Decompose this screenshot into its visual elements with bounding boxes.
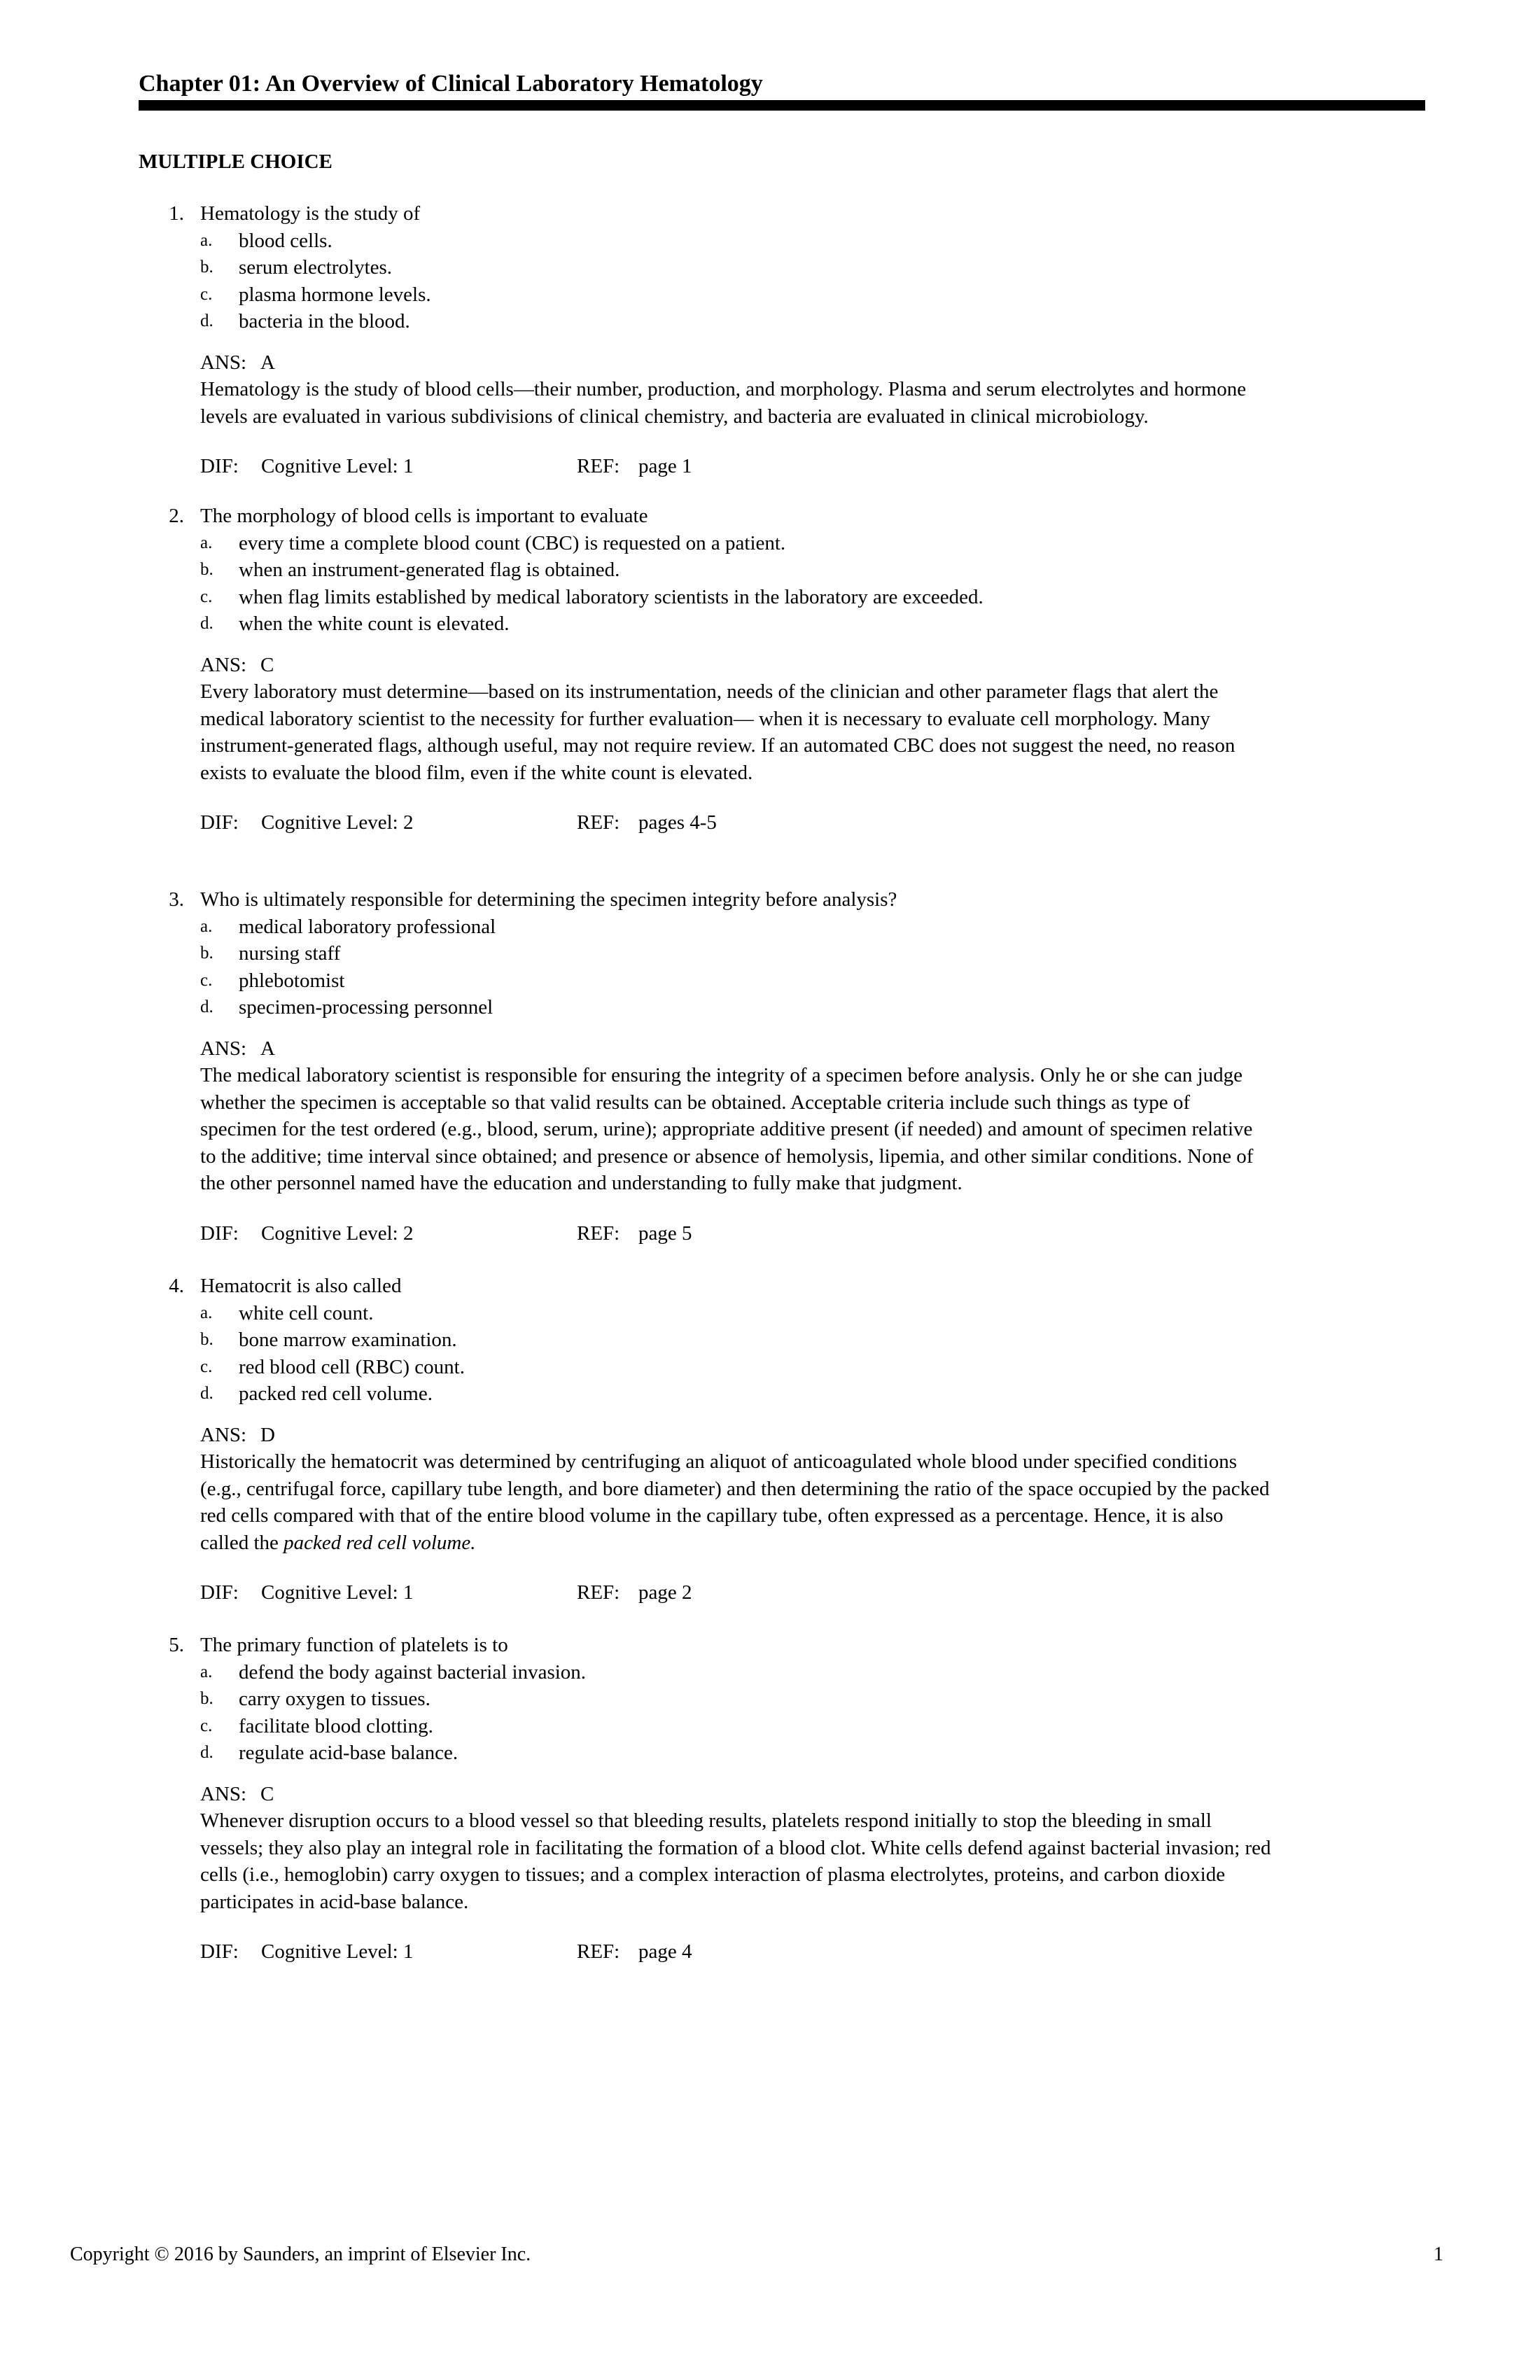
rationale-line: participates in acid-base balance. (200, 1890, 469, 1913)
answer-key (200, 349, 1540, 377)
answer-value: A (260, 351, 275, 374)
answer-option (0, 1326, 1540, 1354)
answer-option (0, 1713, 1540, 1740)
answer-label: ANS: (200, 653, 247, 676)
option-letter: a. (200, 1662, 213, 1681)
option-text: bacteria in the blood. (239, 310, 410, 332)
option-text: when the white count is elevated. (239, 612, 510, 635)
answer-key (200, 1781, 1540, 1808)
reference-label: REF: (577, 455, 620, 477)
footer-page-number: 1 (1434, 2244, 1443, 2265)
option-letter: d. (200, 1384, 214, 1403)
answer-value: C (260, 653, 274, 676)
option-text: white cell count. (239, 1301, 374, 1324)
answer-option (0, 1380, 1540, 1408)
rationale-line: the other personnel named have the education and understanding to fully make that judgment. (200, 1172, 962, 1194)
option-text: medical laboratory professional (239, 915, 496, 938)
answer-value: C (260, 1782, 274, 1805)
difficulty-value: Cognitive Level: 2 (261, 811, 414, 834)
question-number: 2. (169, 505, 184, 527)
rationale-line: to the additive; time interval since obtained; and presence or absence of hemolysis, lipemia, and other similar conditions. None of (200, 1144, 1254, 1168)
rationale-line: medical laboratory scientist to the necessity for further evaluation— when it is necessary to evaluate cell morphology. Many (200, 707, 1210, 730)
question-metadata (0, 1579, 1540, 1606)
answer-option (0, 1300, 1540, 1327)
option-text: specimen-processing personnel (239, 996, 493, 1018)
difficulty-value: Cognitive Level: 1 (261, 1940, 414, 1963)
option-text: when flag limits established by medical laboratory scientists in the laboratory are exceeded. (239, 585, 983, 608)
option-text: phlebotomist (239, 969, 345, 992)
question-stem: Who is ultimately responsible for determining the specimen integrity before analysis? (200, 888, 897, 911)
option-letter: c. (200, 1357, 213, 1376)
rationale (200, 1448, 1425, 1556)
option-text: regulate acid-base balance. (239, 1742, 458, 1764)
option-letter: d. (200, 312, 214, 330)
option-letter: c. (200, 1716, 213, 1735)
answer-label: ANS: (200, 1782, 247, 1805)
question-number: 4. (169, 1275, 184, 1297)
rationale-line: exists to evaluate the blood film, even if the white count is elevated. (200, 761, 753, 784)
rationale-line: whether the specimen is acceptable so that valid results can be obtained. Acceptable criteria include such things as type of (200, 1091, 1191, 1114)
option-letter: c. (200, 284, 213, 304)
answer-option (0, 1659, 1540, 1686)
answer-key (200, 1422, 1540, 1449)
rationale-line: Whenever disruption occurs to a blood vessel so that bleeding results, platelets respond initially to stop the bleeding in small (200, 1809, 1212, 1832)
option-text: every time a complete blood count (CBC) is requested on a patient. (239, 531, 786, 554)
option-text: defend the body against bacterial invasion. (239, 1660, 587, 1684)
difficulty-label: DIF: (200, 811, 239, 834)
rationale-line: instrument-generated flags, although useful, may not require review. If an automated CBC does not suggest the need, no reason (200, 734, 1236, 757)
answer-label: ANS: (200, 1037, 247, 1060)
option-text: carry oxygen to tissues. (239, 1688, 430, 1710)
difficulty-label: DIF: (200, 1222, 239, 1245)
option-text: bone marrow examination. (239, 1329, 457, 1351)
difficulty-label: DIF: (200, 1581, 239, 1604)
question-stem: Hematology is the study of (200, 202, 421, 225)
reference-value: pages 4-5 (638, 811, 717, 834)
rationale-line: (e.g., centrifugal force, capillary tube length, and bore diameter) and then determining the ratio of the space occupied by the packed (200, 1477, 1270, 1500)
reference-label: REF: (577, 1940, 620, 1963)
rationale-line: Hematology is the study of blood cells—their number, production, and morphology. Plasma and serum electrolytes and hormone (200, 378, 1247, 400)
question-number: 3. (169, 888, 184, 911)
rationale (200, 376, 1425, 430)
rationale-line: The medical laboratory scientist is responsible for ensuring the integrity of a specimen before analysis. Only he or she can judge (200, 1064, 1243, 1086)
footer-copyright: Copyright © 2016 by Saunders, an imprint of Elsevier Inc. (70, 2244, 531, 2265)
reference-value: page 1 (638, 455, 692, 477)
section-heading: MULTIPLE CHOICE (139, 150, 332, 173)
option-text: plasma hormone levels. (239, 283, 431, 306)
rationale-line: Every laboratory must determine—based on its instrumentation, needs of the clinician and other parameter flags that alert the (200, 680, 1219, 703)
answer-option (0, 254, 1540, 281)
question-metadata (0, 1220, 1540, 1247)
option-text: facilitate blood clotting. (239, 1714, 433, 1737)
question-metadata (0, 453, 1540, 480)
question-3 (0, 886, 1540, 1247)
option-text: blood cells. (239, 229, 332, 252)
question-metadata (0, 809, 1540, 836)
rationale (200, 1807, 1425, 1915)
question-number: 5. (169, 1634, 184, 1656)
answer-label: ANS: (200, 1423, 247, 1446)
question-stem: The morphology of blood cells is important to evaluate (200, 505, 648, 527)
question-metadata (0, 1938, 1540, 1966)
reference-value: page 2 (638, 1581, 692, 1604)
option-letter: d. (200, 614, 214, 633)
answer-option (0, 281, 1540, 309)
option-letter: b. (200, 560, 214, 579)
option-text: packed red cell volume. (239, 1382, 433, 1405)
answer-option (0, 967, 1540, 995)
option-letter: b. (200, 1689, 214, 1708)
difficulty-value: Cognitive Level: 1 (261, 1581, 414, 1604)
rationale-text: called the (200, 1531, 284, 1554)
rationale-line: specimen for the test ordered (e.g., blood, serum, urine); appropriate additive present (if needed) and amount of specimen relative (200, 1118, 1253, 1140)
answer-option (0, 1354, 1540, 1381)
question-4 (0, 1273, 1540, 1606)
difficulty-value: Cognitive Level: 2 (261, 1222, 414, 1245)
option-text: when an instrument-generated flag is obtained. (239, 559, 620, 581)
answer-option (0, 1686, 1540, 1713)
rationale-line: levels are evaluated in various subdivisions of clinical chemistry, and bacteria are evaluated in clinical microbiology. (200, 405, 1149, 428)
rationale (200, 678, 1425, 786)
answer-option (0, 308, 1540, 335)
answer-option (0, 530, 1540, 557)
answer-label: ANS: (200, 351, 247, 374)
difficulty-label: DIF: (200, 455, 239, 477)
answer-value: D (260, 1423, 275, 1446)
option-text: nursing staff (239, 942, 341, 965)
difficulty-value: Cognitive Level: 1 (261, 455, 414, 477)
question-2 (0, 503, 1540, 836)
question-stem: Hematocrit is also called (200, 1275, 402, 1297)
option-letter: b. (200, 258, 214, 276)
option-letter: c. (200, 587, 213, 606)
answer-option (0, 913, 1540, 941)
option-letter: a. (200, 230, 213, 250)
answer-option (0, 556, 1540, 584)
question-5 (0, 1632, 1540, 1966)
option-letter: c. (200, 970, 213, 990)
option-letter: a. (200, 916, 213, 936)
rationale (200, 1062, 1425, 1197)
rationale-line: cells (i.e., hemoglobin) carry oxygen to tissues; and a complex interaction of plasma electrolytes, proteins, and carbon dioxide (200, 1863, 1226, 1886)
option-text: red blood cell (RBC) count. (239, 1355, 465, 1378)
option-text: serum electrolytes. (239, 256, 393, 279)
reference-label: REF: (577, 1222, 620, 1245)
title-divider (139, 100, 1425, 111)
option-letter: d. (200, 997, 214, 1016)
reference-label: REF: (577, 1581, 620, 1604)
rationale-line: vessels; they also play an integral role in facilitating the formation of a blood clot. White cells defend against bacterial invasion; red (200, 1836, 1271, 1859)
rationale-line (200, 1530, 1425, 1557)
answer-key (200, 652, 1540, 679)
question-1 (0, 200, 1540, 480)
option-letter: b. (200, 944, 214, 962)
option-letter: a. (200, 533, 213, 552)
rationale-line: Historically the hematocrit was determined by centrifuging an aliquot of anticoagulated whole blood under specified conditions (200, 1450, 1237, 1473)
answer-option (0, 584, 1540, 611)
reference-label: REF: (577, 811, 620, 834)
option-letter: d. (200, 1743, 214, 1762)
answer-option (0, 610, 1540, 638)
answer-option (0, 227, 1540, 255)
question-stem: The primary function of platelets is to (200, 1634, 508, 1656)
difficulty-label: DIF: (200, 1940, 239, 1963)
reference-value: page 4 (638, 1940, 692, 1963)
answer-option (0, 1740, 1540, 1767)
chapter-title: Chapter 01: An Overview of Clinical Laboratory Hematology (139, 71, 763, 97)
question-number: 1. (169, 202, 184, 225)
rationale-italic-term: packed red cell volume. (284, 1531, 476, 1554)
option-letter: b. (200, 1330, 214, 1349)
answer-option (0, 940, 1540, 967)
rationale-line: red cells compared with that of the entire blood volume in the capillary tube, often expressed as a percentage. Hence, it is also (200, 1504, 1224, 1527)
answer-key (200, 1035, 1540, 1063)
answer-value: A (260, 1037, 275, 1060)
answer-option (0, 994, 1540, 1021)
reference-value: page 5 (638, 1222, 692, 1245)
option-letter: a. (200, 1303, 213, 1322)
